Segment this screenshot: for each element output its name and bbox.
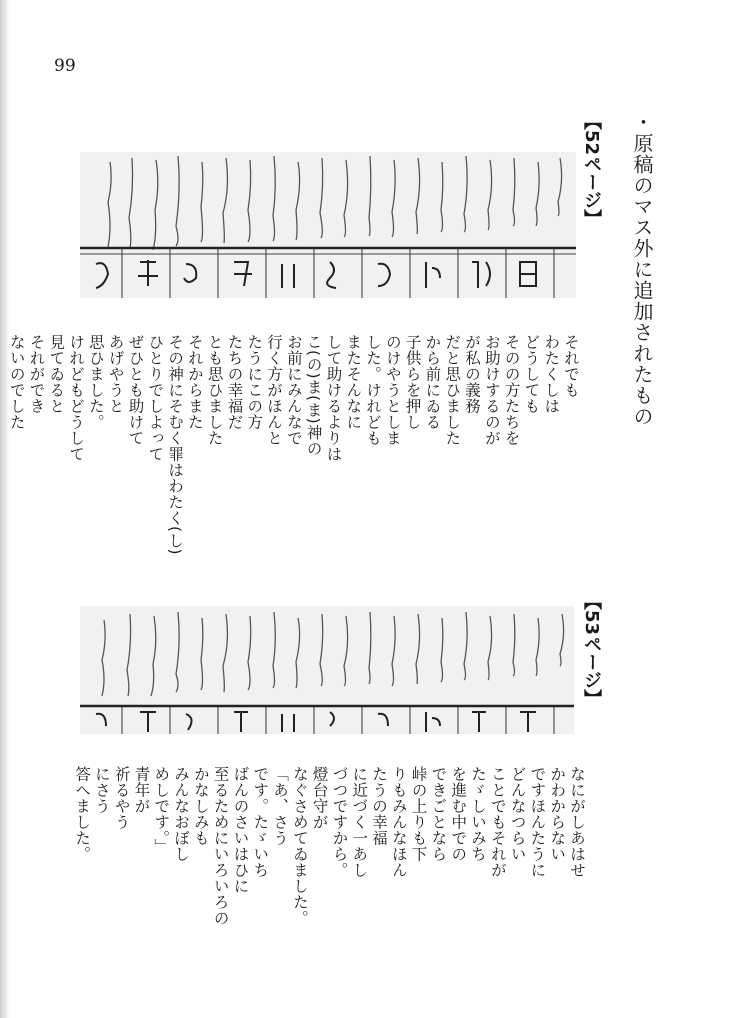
transcript-line: あげやうと [106, 334, 125, 414]
transcript-53 [73, 766, 586, 996]
transcript-line: 峠の上りも下 [409, 766, 428, 862]
transcript-line: 青年が [132, 766, 151, 814]
transcript-line: たうにこの方 [245, 334, 264, 430]
transcript-line: かわからない [548, 766, 567, 862]
transcript-line: ぜひとも助けて [126, 334, 145, 446]
transcript-line: 祈るやう [112, 766, 131, 830]
transcript-line: 至るためにいろいろの [211, 766, 230, 926]
transcript-line: お前にみんなで [284, 334, 303, 446]
transcript-line: またそんなに [344, 334, 363, 430]
transcript-line: その神にそむく罪はわたく(し) [166, 334, 185, 556]
transcript-line: できごとなら [429, 766, 448, 862]
transcript-52 [7, 334, 580, 594]
transcript-line: それができ [27, 334, 46, 414]
transcript-line: 見てゐると [47, 334, 66, 414]
transcript-line: そのの方たちを [502, 334, 521, 446]
section-heading: ・原稿のマス外に追加されたもの [630, 112, 654, 427]
transcript-line: たちの幸福だ [225, 334, 244, 430]
page-label-53: 【53ページ】 [581, 592, 602, 708]
transcript-line: 燈台守が [310, 766, 329, 830]
transcript-line: けれどもどうして [67, 334, 86, 462]
transcript-line: 子供らを押し [403, 334, 422, 430]
transcript-line: だと思ひました [443, 334, 462, 446]
transcript-line: を進む中での [449, 766, 468, 862]
transcript-line: どうしても [522, 334, 541, 414]
transcript-line: わたくしは [542, 334, 561, 414]
transcript-line: づつですから。 [330, 766, 349, 878]
transcript-line: 「あ、さう [271, 766, 290, 846]
transcript-line: が私の義務 [463, 334, 482, 414]
transcript-line: たゞしいみち [469, 766, 488, 862]
transcript-line: 思ひました。 [86, 334, 105, 430]
transcript-line: した。けれども [364, 334, 383, 446]
transcript-line: こ(の)ま(ま)神の [304, 334, 323, 457]
manuscript-scan-52 [80, 152, 576, 298]
transcript-line: かなしみも [191, 766, 210, 846]
transcript-line: に近づく一あし [350, 766, 369, 878]
handwriting-image [80, 606, 574, 734]
transcript-line: ですほんたうに [528, 766, 547, 878]
transcript-line: ないのでした [7, 334, 26, 430]
page-label-52: 【52ページ】 [581, 112, 602, 228]
transcript-line: にさう [92, 766, 111, 814]
transcript-line: ことでもそれが [488, 766, 507, 878]
transcript-line: 行く方がほんと [265, 334, 284, 446]
transcript-line: それでも [562, 334, 580, 398]
transcript-line: めしです。」 [152, 766, 171, 855]
page-number: 99 [54, 56, 76, 76]
transcript-line: して助けるよりは [324, 334, 343, 462]
transcript-line: とも思ひました [205, 334, 224, 446]
transcript-line: りもみんなほん [389, 766, 408, 878]
handwriting-image [80, 152, 576, 298]
transcript-line: それからまた [185, 334, 204, 430]
transcript-line: たうの幸福 [370, 766, 389, 846]
transcript-line: なぐさめてゐました。 [290, 766, 309, 926]
transcript-line: なにがしあはせ [568, 766, 586, 878]
transcript-line: どんなつらい [508, 766, 527, 862]
transcript-line: です。たゞいち [251, 766, 270, 878]
transcript-line: から前にゐる [423, 334, 442, 430]
transcript-line: お助けするのが [482, 334, 501, 446]
transcript-line: 答へました。 [73, 766, 92, 862]
transcript-line: のけやうとしま [383, 334, 402, 446]
transcript-line: ひとりでしよって [146, 334, 165, 462]
transcript-line: ばんのさいはひに [231, 766, 250, 894]
manuscript-scan-53 [80, 606, 574, 734]
transcript-line: みんなおぼし [172, 766, 191, 862]
